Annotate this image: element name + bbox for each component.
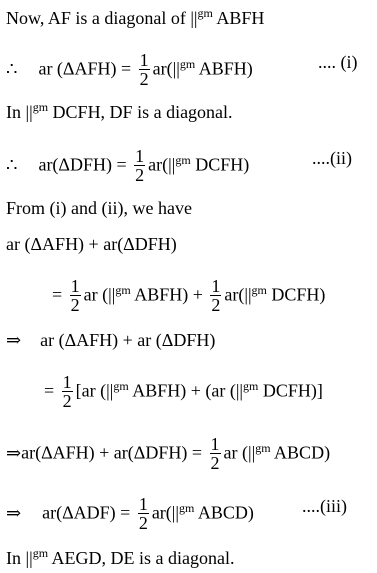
superscript-gm: gm <box>179 500 195 515</box>
superscript-gm: gm <box>251 282 267 297</box>
line-12-tail: AEGD, DE is a diagonal. <box>48 548 235 568</box>
implies-symbol: ⇒ <box>6 442 22 463</box>
equals-sign: = <box>52 284 63 305</box>
superscript-gm: gm <box>243 378 259 393</box>
line-11-part-c: ABCD) <box>194 502 254 523</box>
superscript-gm: gm <box>255 440 271 455</box>
line-11 <box>6 496 254 533</box>
equation-tag-iii: ....(iii) <box>302 496 347 516</box>
line-7-part-b: ABFH) + <box>130 284 203 305</box>
line-7 <box>52 278 325 315</box>
line-2-rhs-tail: ABFH) <box>195 58 253 79</box>
line-1-text: Now, AF is a diagonal of || <box>6 8 198 28</box>
line-2-lhs: ar (ΔAFH) = <box>38 58 132 79</box>
superscript-gm: gm <box>179 56 196 71</box>
therefore-symbol: ∴ <box>6 58 18 79</box>
line-4-rhs: ar(|| <box>148 154 176 175</box>
line-4 <box>6 148 249 185</box>
fraction-half: $\frac{1}{2}$ <box>62 372 72 411</box>
equation-tag-i: .... (i) <box>318 52 358 72</box>
line-9 <box>44 374 323 411</box>
therefore-symbol: ∴ <box>6 154 18 175</box>
fraction-half: $\frac{1}{2}$ <box>210 434 220 473</box>
fraction-half: $\frac{1}{2}$ <box>211 276 221 315</box>
superscript-gm: gm <box>175 152 191 167</box>
line-7-part-a: ar (|| <box>83 284 116 305</box>
line-10 <box>6 436 330 473</box>
superscript-gm: gm <box>113 378 129 393</box>
line-2-rhs: ar(|| <box>152 58 180 79</box>
fraction-half: $\frac{1}{2}$ <box>135 146 145 185</box>
implies-symbol: ⇒ <box>6 330 22 350</box>
line-9-part-a: [ar (|| <box>75 380 114 401</box>
line-10-part-a: ar(ΔAFH) + ar(ΔDFH) = <box>21 442 203 463</box>
line-9-part-b: ABFH) + (ar (|| <box>128 380 244 401</box>
superscript-gm: gm <box>32 546 49 560</box>
superscript-gm: gm <box>197 6 213 20</box>
line-4-lhs: ar(ΔDFH) = <box>38 154 127 175</box>
line-3-text: In || <box>6 102 33 122</box>
line-3 <box>6 102 233 124</box>
line-11-part-b: ar(|| <box>151 502 179 523</box>
line-4-rhs-tail: DCFH) <box>190 154 250 175</box>
line-11-part-a: ar(ΔADF) = <box>42 502 131 523</box>
superscript-gm: gm <box>115 282 131 297</box>
line-12 <box>6 548 235 570</box>
line-1 <box>6 8 264 30</box>
line-6: ar (ΔAFH) + ar(ΔDFH) <box>6 234 177 254</box>
equation-tag-ii: ....(ii) <box>312 148 352 168</box>
line-7-part-d: DCFH) <box>266 284 326 305</box>
line-1-tail: ABFH <box>212 8 265 28</box>
line-7-part-c: ar(|| <box>224 284 252 305</box>
fraction-half: $\frac{1}{2}$ <box>138 494 148 533</box>
line-12-text: In || <box>6 548 33 568</box>
fraction-half: $\frac{1}{2}$ <box>139 50 149 89</box>
line-3-tail: DCFH, DF is a diagonal. <box>48 102 233 122</box>
line-10-part-b: ar (|| <box>223 442 256 463</box>
implies-symbol: ⇒ <box>6 502 22 523</box>
line-2 <box>6 52 253 89</box>
line-8-text: ar (ΔAFH) + ar (ΔDFH) <box>40 330 216 350</box>
fraction-half: $\frac{1}{2}$ <box>70 276 80 315</box>
line-5: From (i) and (ii), we have <box>6 198 192 218</box>
line-10-part-c: ABCD) <box>270 442 331 463</box>
line-8 <box>6 330 215 350</box>
superscript-gm: gm <box>32 100 49 114</box>
equals-sign: = <box>44 380 55 401</box>
line-9-part-c: DCFH)] <box>258 380 323 401</box>
